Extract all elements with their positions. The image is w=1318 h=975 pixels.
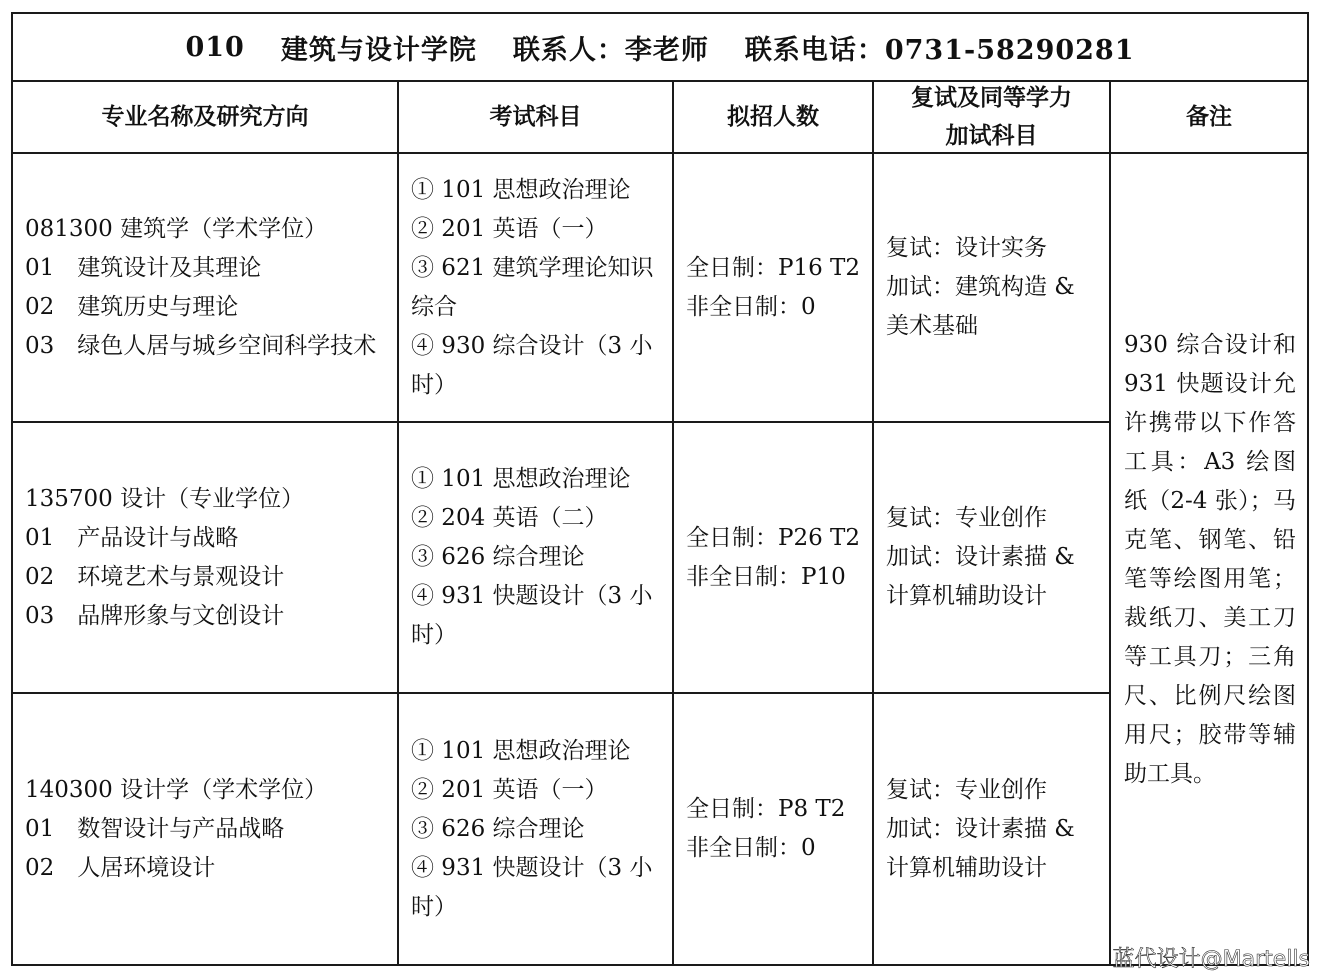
research-direction: 01 建筑设计及其理论 <box>25 254 262 281</box>
exam-subject: ③ 626 综合理论 <box>411 815 585 842</box>
exam-subject: ② 204 英语（二） <box>411 505 608 531</box>
research-direction: 03 绿色人居与城乡空间科学技术 <box>25 332 377 359</box>
row2-major <box>13 423 397 692</box>
header-retest <box>874 82 1109 152</box>
quota-parttime: 非全日制：0 <box>686 293 816 320</box>
row1-major <box>13 154 397 421</box>
header-quota: 拟招人数 <box>727 103 819 130</box>
extra-test-subject: 加试：建筑构造 & 美术基础 <box>886 274 1075 339</box>
header-retest-line2: 加试科目 <box>945 122 1038 149</box>
row2-retest <box>874 423 1109 692</box>
major-title: 135700 设计（专业学位） <box>25 485 305 512</box>
contact-phone: 联系电话：0731-58290281 <box>744 34 1135 66</box>
research-direction: 02 建筑历史与理论 <box>25 293 239 320</box>
exam-subject: ③ 621 建筑学理论知识综合 <box>411 254 654 320</box>
row3-exam <box>399 694 672 964</box>
header-exam: 考试科目 <box>489 103 582 130</box>
exam-subject: ④ 931 快题设计（3 小时） <box>411 854 653 920</box>
quota-fulltime: 全日制：P16 T2 <box>686 254 861 281</box>
exam-subject: ① 101 思想政治理论 <box>411 466 631 492</box>
exam-subject: ③ 626 综合理论 <box>411 544 585 570</box>
exam-subject: ① 101 思想政治理论 <box>411 176 631 203</box>
research-direction: 02 人居环境设计 <box>25 854 216 881</box>
row1-quota <box>674 154 872 421</box>
research-direction: 01 数智设计与产品战略 <box>25 815 285 842</box>
row1-exam <box>399 154 672 421</box>
watermark: 蓝代设计@Martells <box>1112 947 1310 972</box>
college-name: 建筑与设计学院 <box>280 34 477 66</box>
row3-retest <box>874 694 1109 964</box>
row3-quota <box>674 694 872 964</box>
major-title: 081300 建筑学（学术学位） <box>25 215 328 242</box>
row2-exam <box>399 423 672 692</box>
notes-text: 930 综合设计和 931 快题设计允许携带以下作答工具：A3 绘图纸（2-4 张）；马克笔、钢笔、铅笔等绘图用笔；裁纸刀、美工刀等工具刀；三角尺、比例尺绘图用尺；胶带等辅助工具。 <box>1124 332 1296 787</box>
research-direction: 03 品牌形象与文创设计 <box>25 602 285 629</box>
retest-subject: 复试：专业创作 <box>886 776 1047 803</box>
exam-subject: ② 201 英语（一） <box>411 215 608 242</box>
exam-subject: ② 201 英语（一） <box>411 776 608 803</box>
college-code: 010 <box>185 31 245 63</box>
extra-test-subject: 加试：设计素描 & 计算机辅助设计 <box>886 815 1075 881</box>
exam-subject: ④ 930 综合设计（3 小时） <box>411 332 653 398</box>
extra-test-subject: 加试：设计素描 & 计算机辅助设计 <box>886 544 1075 609</box>
research-direction: 01 产品设计与战略 <box>25 524 239 551</box>
contact-person: 联系人：李老师 <box>512 34 709 66</box>
exam-subject: ④ 931 快题设计（3 小时） <box>411 583 653 648</box>
notes-cell <box>1112 155 1308 965</box>
header-major: 专业名称及研究方向 <box>101 103 309 130</box>
quota-parttime: 非全日制：0 <box>686 835 816 861</box>
row2-quota <box>674 423 872 692</box>
quota-fulltime: 全日制：P8 T2 <box>686 796 846 822</box>
header-note: 备注 <box>1186 103 1232 130</box>
header-retest-line1: 复试及同等学力 <box>911 84 1072 111</box>
quota-fulltime: 全日制：P26 T2 <box>686 524 861 551</box>
exam-subject: ① 101 思想政治理论 <box>411 737 631 764</box>
major-title: 140300 设计学（学术学位） <box>25 776 328 803</box>
row1-retest <box>874 154 1109 421</box>
research-direction: 02 环境艺术与景观设计 <box>25 563 285 590</box>
row3-major <box>13 694 397 964</box>
retest-subject: 复试：专业创作 <box>886 505 1047 531</box>
retest-subject: 复试：设计实务 <box>886 235 1047 261</box>
quota-parttime: 非全日制：P10 <box>686 563 846 590</box>
table-title <box>12 14 1308 80</box>
